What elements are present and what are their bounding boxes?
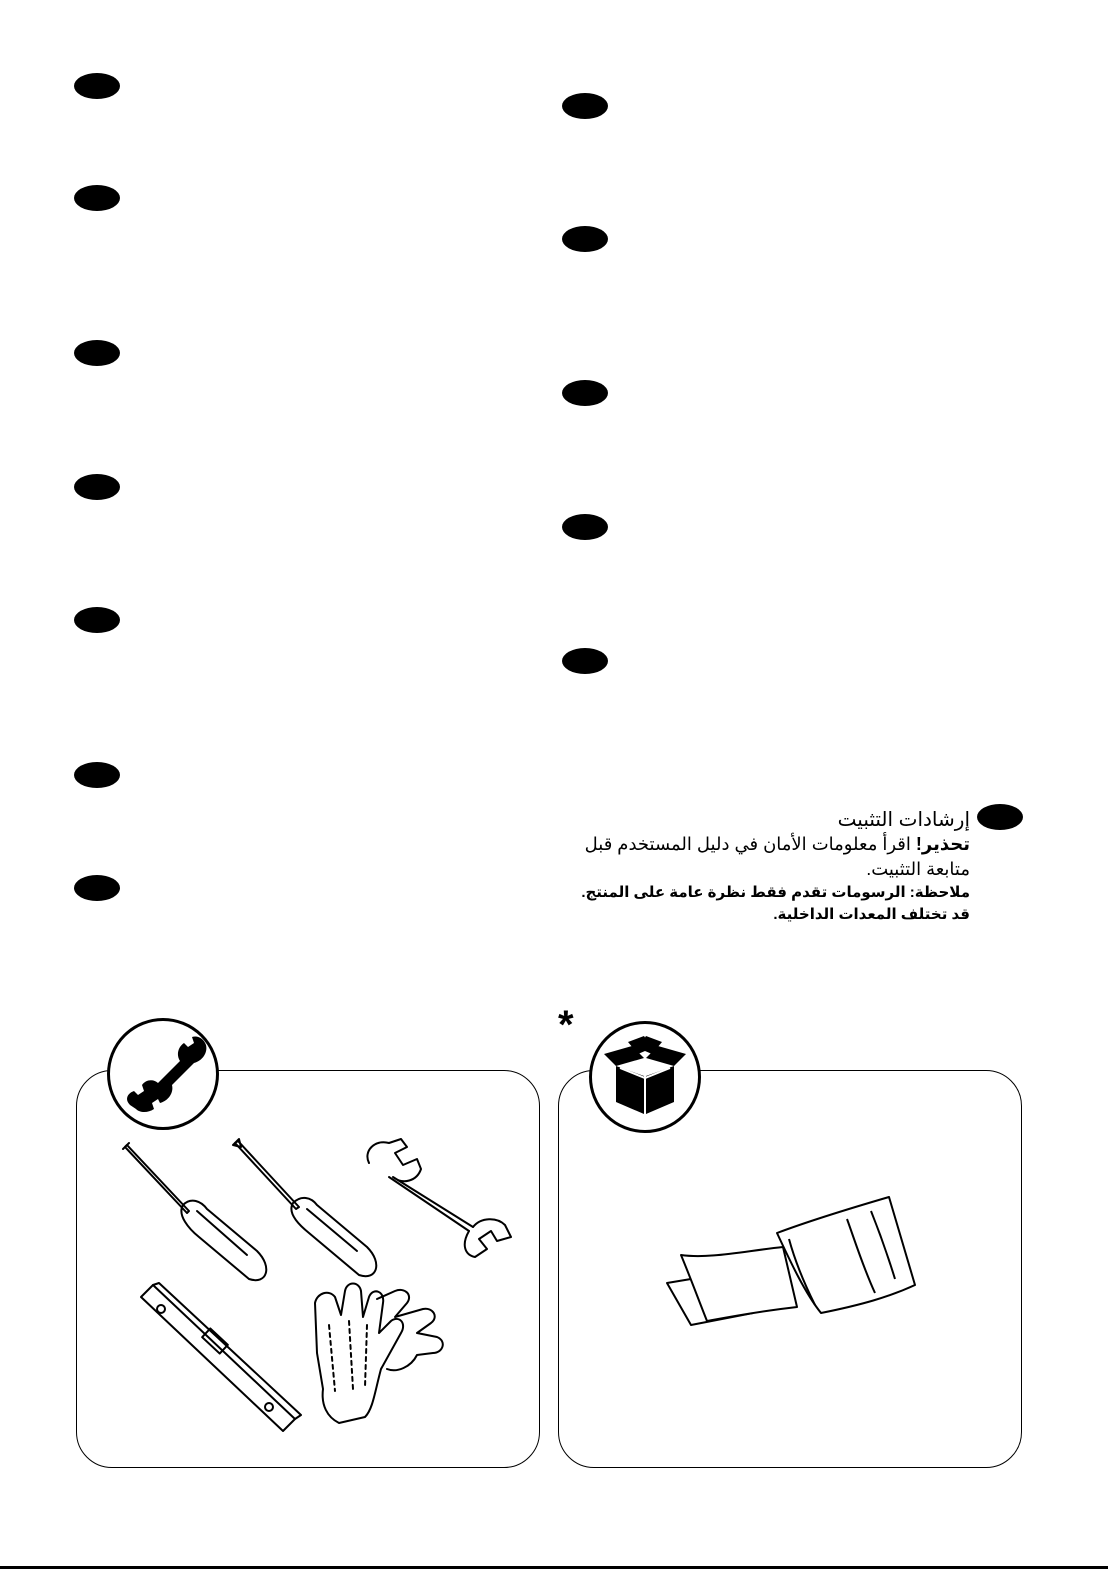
page-bottom-rule <box>0 1566 1108 1569</box>
language-marker-left-6 <box>74 762 120 788</box>
language-marker-left-3 <box>74 340 120 366</box>
tools-panel <box>76 1070 540 1468</box>
language-marker-arabic <box>977 804 1023 830</box>
spirit-level-icon <box>141 1283 301 1431</box>
wrench-icon <box>110 1021 216 1127</box>
arabic-warning-text: اقرأ معلومات الأمان في دليل المستخدم قبل متابعة التثبيت. <box>584 834 970 879</box>
language-marker-right-5 <box>562 648 608 674</box>
language-marker-right-2 <box>562 226 608 252</box>
language-marker-left-4 <box>74 474 120 500</box>
tools-illustration <box>77 1071 539 1467</box>
box-badge <box>589 1021 701 1133</box>
phillips-screwdriver-icon <box>233 1139 376 1276</box>
arabic-note-line2: قد تختلف المعدات الداخلية. <box>773 906 970 923</box>
language-marker-left-2 <box>74 185 120 211</box>
language-marker-left-1 <box>74 73 120 99</box>
work-gloves-icon <box>315 1284 443 1424</box>
open-end-wrench-icon <box>367 1139 511 1257</box>
language-marker-right-3 <box>562 380 608 406</box>
arabic-instructions <box>550 808 970 926</box>
arabic-warning <box>550 832 970 882</box>
open-box-icon <box>592 1024 698 1130</box>
language-marker-right-4 <box>562 514 608 540</box>
tools-badge <box>107 1018 219 1130</box>
language-marker-left-7 <box>74 875 120 901</box>
flat-screwdriver-icon <box>123 1143 266 1280</box>
arabic-warning-label: تحذير! <box>915 834 970 854</box>
language-marker-right-1 <box>562 93 608 119</box>
arabic-note-line1: ملاحظة: الرسومات تقدم فقط نظرة عامة على المنتج. <box>581 884 970 901</box>
arabic-title: إرشادات التثبيت <box>837 809 970 831</box>
language-marker-left-5 <box>74 607 120 633</box>
included-items-asterisk: * <box>558 1003 574 1047</box>
document-bag-icon <box>667 1197 915 1325</box>
